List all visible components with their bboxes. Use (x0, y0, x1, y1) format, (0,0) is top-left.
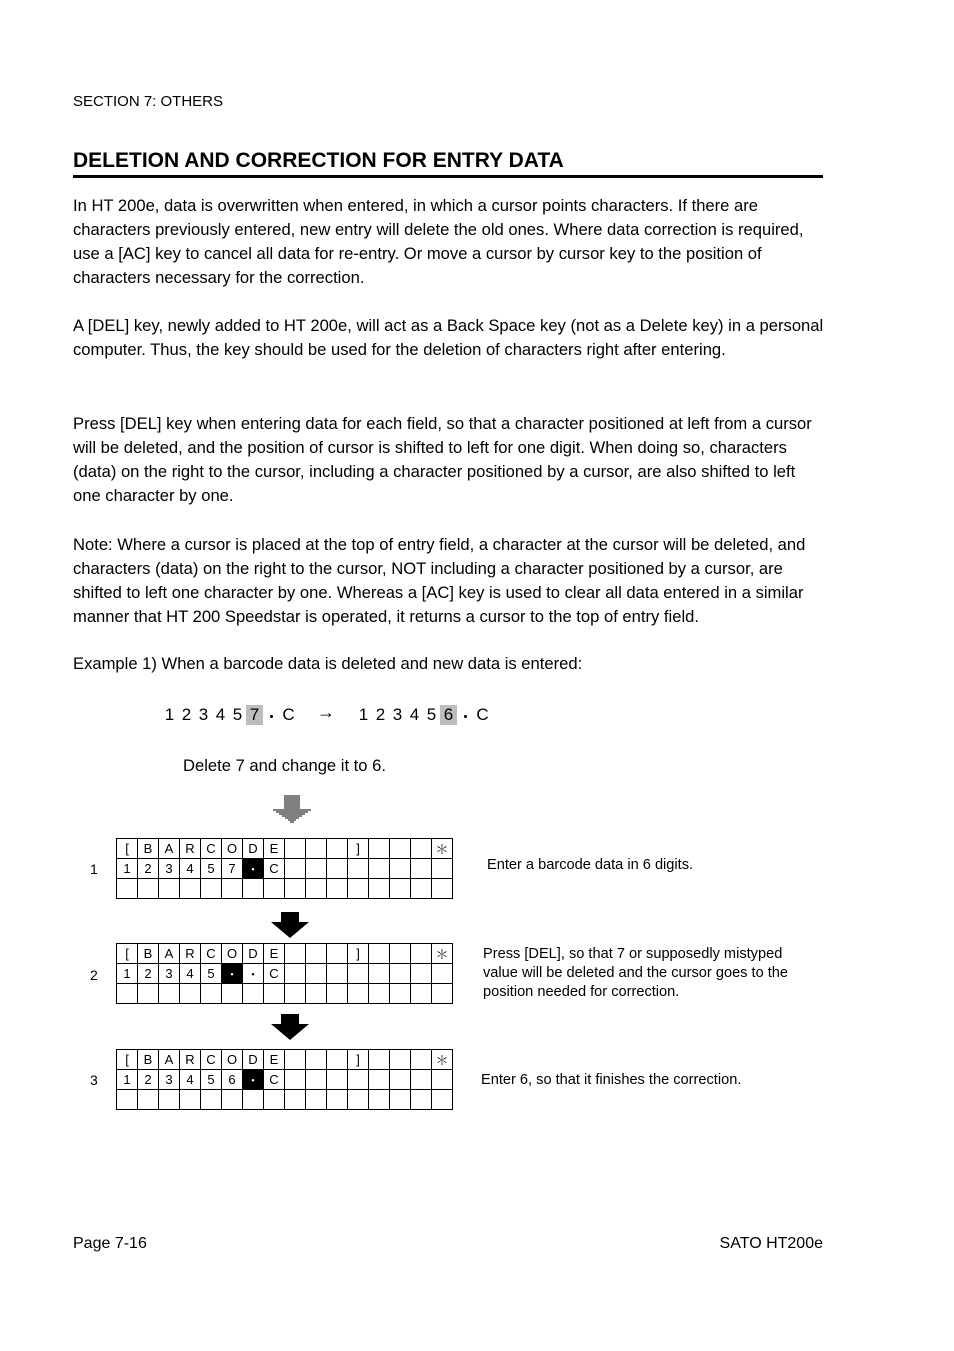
page-title: DELETION AND CORRECTION FOR ENTRY DATA (73, 149, 823, 178)
lcd-cell: C (264, 859, 285, 879)
lcd-cell (222, 879, 243, 899)
sequence-char: 3 (198, 705, 209, 724)
lcd-cell (348, 964, 369, 984)
lcd-cell (222, 1090, 243, 1110)
lcd-cell: ] (348, 839, 369, 859)
lcd-cell (390, 1050, 411, 1070)
lcd-cell (138, 984, 159, 1004)
lcd-cell: R (180, 944, 201, 964)
lcd-cell: [ (117, 944, 138, 964)
lcd-row (117, 944, 453, 964)
lcd-cell: 6 (222, 1070, 243, 1090)
lcd-cell (369, 1050, 390, 1070)
lcd-cell (411, 964, 432, 984)
lcd-cell: 4 (180, 1070, 201, 1090)
lcd-cell (264, 1090, 285, 1110)
lcd-cell: C (201, 944, 222, 964)
sequence-char: 3 (392, 705, 403, 724)
lcd-cell (369, 1090, 390, 1110)
lcd-cell (243, 1090, 264, 1110)
step-description-3: Enter 6, so that it finishes the correction. (481, 1072, 742, 1088)
lcd-cell (243, 879, 264, 899)
lcd-cell: 4 (180, 964, 201, 984)
page-number: Page 7-16 (73, 1235, 147, 1252)
down-arrow-icon (270, 912, 310, 938)
lcd-cell (306, 879, 327, 899)
lcd-cell: 2 (138, 964, 159, 984)
lcd-cell (390, 879, 411, 899)
lcd-cell (327, 1070, 348, 1090)
lcd-cell (327, 839, 348, 859)
sequence-char: 5 (426, 705, 437, 724)
right-arrow-icon: → (317, 702, 335, 722)
paragraph-overwrite: In HT 200e, data is overwritten when entered, in which a cursor points characters. If there are characters previously entered, new entry will delete the old ones. Where data correction is required, use a [AC] key to cancel all data for re-entry. Or move a cursor by cursor key to the position of characters necessary for the correction. (73, 196, 804, 287)
lcd-cell (306, 944, 327, 964)
lcd-cursor-cell: ・ (243, 1070, 264, 1090)
step-number-1: 1 (90, 861, 98, 877)
lcd-cell: 1 (117, 859, 138, 879)
lcd-cell (432, 984, 453, 1004)
lcd-cell: ] (348, 944, 369, 964)
lcd-cell: 4 (180, 859, 201, 879)
lcd-cell (327, 964, 348, 984)
sequence-char: 2 (375, 705, 386, 724)
lcd-cell (285, 1090, 306, 1110)
lcd-cell (159, 879, 180, 899)
lcd-row (117, 1090, 453, 1110)
lcd-cell (369, 1070, 390, 1090)
step-number-3: 3 (90, 1072, 98, 1088)
lcd-cell: D (243, 839, 264, 859)
lcd-cell (138, 1090, 159, 1110)
lcd-cell (306, 1090, 327, 1110)
lcd-cell (348, 859, 369, 879)
sequence-char: C (476, 705, 489, 724)
lcd-cell (306, 964, 327, 984)
lcd-cell (306, 984, 327, 1004)
lcd-cell: O (222, 1050, 243, 1070)
paragraph-note: Note: Where a cursor is placed at the top of entry field, a character at the cursor will be deleted, and characters (data) on the right to the cursor, NOT including a character positioned by a cursor, are shifted to left one character by one. Whereas a [AC] key is used to clear all data entered in a similar manner that HT 200 Speedstar is operated, it returns a cursor to the top of entry field. (73, 535, 806, 626)
lcd-cell (285, 839, 306, 859)
lcd-cell (411, 944, 432, 964)
lcd-cell: 7 (222, 859, 243, 879)
lcd-cell: 3 (159, 859, 180, 879)
lcd-cell (411, 1050, 432, 1070)
lcd-cell: 2 (138, 859, 159, 879)
lcd-cell (369, 859, 390, 879)
lcd-cell (117, 984, 138, 1004)
lcd-cell (390, 964, 411, 984)
lcd-screen-step-2 (116, 943, 453, 1004)
lcd-row (117, 879, 453, 899)
section-label: SECTION 7: OTHERS (73, 93, 224, 110)
lcd-cell: C (201, 1050, 222, 1070)
lcd-cell (390, 859, 411, 879)
sequence-char: C (282, 705, 295, 724)
lcd-screen-step-3 (116, 1049, 453, 1110)
lcd-cell (390, 1090, 411, 1110)
lcd-cell (411, 839, 432, 859)
lcd-cell: C (264, 1070, 285, 1090)
lcd-cell (348, 1070, 369, 1090)
lcd-cell (390, 1070, 411, 1090)
lcd-cell (432, 964, 453, 984)
lcd-cell (369, 964, 390, 984)
sequence-after (355, 702, 491, 728)
lcd-cell (159, 1090, 180, 1110)
paragraph-del-usage: Press [DEL] key when entering data for each field, so that a character positioned at left from a cursor will be deleted, and the position of cursor is shifted to left for one digit. When doing so, characters (data) on the right to the cursor, including a character positioned by a cursor, are also shifted to left one character by one. (73, 414, 812, 505)
lcd-cell: B (138, 1050, 159, 1070)
lcd-cell (411, 1090, 432, 1110)
lcd-cell: 3 (159, 964, 180, 984)
lcd-cell: ・ (243, 964, 264, 984)
sequence-char: 4 (215, 705, 226, 724)
lcd-cell (201, 984, 222, 1004)
lcd-cell (201, 1090, 222, 1110)
lcd-cell (327, 1090, 348, 1110)
lcd-cell (411, 879, 432, 899)
lcd-cell (348, 879, 369, 899)
lcd-cell (264, 879, 285, 899)
lcd-cell (138, 879, 159, 899)
lcd-cell (117, 1090, 138, 1110)
lcd-cell (327, 984, 348, 1004)
lcd-cell (369, 839, 390, 859)
lcd-cell (264, 984, 285, 1004)
lcd-cell: A (159, 839, 180, 859)
lcd-cell (285, 1070, 306, 1090)
lcd-cell: A (159, 1050, 180, 1070)
lcd-cell: ＊ (432, 1050, 453, 1070)
lcd-cursor-cell: ・ (222, 964, 243, 984)
lcd-cell (285, 944, 306, 964)
sequence-char: ・ (263, 707, 280, 727)
lcd-cell (390, 944, 411, 964)
sequence-char: 6 (440, 705, 457, 725)
lcd-cell (348, 984, 369, 1004)
product-name: SATO HT200e (719, 1235, 823, 1252)
sequence-char: 1 (358, 705, 369, 724)
sequence-char: 2 (181, 705, 192, 724)
step-description-2: Press [DEL], so that 7 or supposedly mistyped value will be deleted and the cursor goes to the position needed for correction. (483, 946, 789, 1000)
lcd-cell (180, 984, 201, 1004)
lcd-cell (306, 1050, 327, 1070)
sequence-char: ・ (457, 707, 474, 727)
lcd-cell (222, 984, 243, 1004)
lcd-cell (180, 1090, 201, 1110)
lcd-screen-step-1 (116, 838, 453, 899)
lcd-cell (432, 1090, 453, 1110)
lcd-cell (327, 944, 348, 964)
lcd-cell (306, 859, 327, 879)
lcd-cell (411, 859, 432, 879)
lcd-cell (201, 879, 222, 899)
lcd-cell (390, 839, 411, 859)
lcd-cell (117, 879, 138, 899)
lcd-cell (432, 859, 453, 879)
lcd-cell: D (243, 944, 264, 964)
lcd-cell: O (222, 839, 243, 859)
lcd-cell (285, 984, 306, 1004)
step-description-1: Enter a barcode data in 6 digits. (487, 857, 694, 873)
lcd-cell: [ (117, 839, 138, 859)
lcd-cursor-cell: ・ (243, 859, 264, 879)
delete-note: Delete 7 and change it to 6. (183, 756, 386, 775)
lcd-row (117, 964, 453, 984)
lcd-cell: ] (348, 1050, 369, 1070)
lcd-cell: 5 (201, 964, 222, 984)
down-arrow-icon (270, 1014, 310, 1040)
lcd-row (117, 859, 453, 879)
lcd-row (117, 1050, 453, 1070)
lcd-cell: C (201, 839, 222, 859)
lcd-cell: B (138, 839, 159, 859)
lcd-cell (390, 984, 411, 1004)
lcd-cell (285, 1050, 306, 1070)
lcd-cell (306, 1070, 327, 1090)
lcd-cell (411, 984, 432, 1004)
sequence-before (161, 702, 297, 728)
lcd-cell (369, 984, 390, 1004)
lcd-cell (285, 964, 306, 984)
lcd-cell (159, 984, 180, 1004)
lcd-cell: C (264, 964, 285, 984)
lcd-cell (180, 879, 201, 899)
lcd-cell: ＊ (432, 944, 453, 964)
sequence-char: 4 (409, 705, 420, 724)
lcd-cell: E (264, 944, 285, 964)
lcd-row (117, 984, 453, 1004)
lcd-cell: 5 (201, 859, 222, 879)
lcd-cell (411, 1070, 432, 1090)
lcd-cell: E (264, 839, 285, 859)
lcd-cell (327, 859, 348, 879)
lcd-row (117, 839, 453, 859)
lcd-cell: B (138, 944, 159, 964)
lcd-cell (285, 879, 306, 899)
lcd-cell: 5 (201, 1070, 222, 1090)
sequence-char: 7 (246, 705, 263, 725)
lcd-cell: [ (117, 1050, 138, 1070)
lcd-cell (432, 879, 453, 899)
lcd-cell (432, 1070, 453, 1090)
lcd-cell: A (159, 944, 180, 964)
lcd-cell (327, 1050, 348, 1070)
lcd-cell (243, 984, 264, 1004)
lcd-row (117, 1070, 453, 1090)
lcd-cell: D (243, 1050, 264, 1070)
down-arrow-striped-icon (271, 794, 313, 826)
lcd-cell (369, 879, 390, 899)
lcd-cell (306, 839, 327, 859)
lcd-cell: R (180, 1050, 201, 1070)
lcd-cell: ＊ (432, 839, 453, 859)
paragraph-del-key: A [DEL] key, newly added to HT 200e, will act as a Back Space key (not as a Delete key) in a personal computer. Thus, the key should be used for the deletion of characters right after entering. (73, 316, 824, 359)
lcd-cell: 2 (138, 1070, 159, 1090)
lcd-cell: O (222, 944, 243, 964)
sequence-char: 1 (164, 705, 175, 724)
step-number-2: 2 (90, 967, 98, 983)
lcd-cell: 3 (159, 1070, 180, 1090)
example-intro: Example 1) When a barcode data is deleted and new data is entered: (73, 654, 583, 673)
lcd-cell (327, 879, 348, 899)
lcd-cell: 1 (117, 964, 138, 984)
lcd-cell (369, 944, 390, 964)
lcd-cell: E (264, 1050, 285, 1070)
lcd-cell: 1 (117, 1070, 138, 1090)
sequence-char: 5 (232, 705, 243, 724)
lcd-cell (348, 1090, 369, 1110)
lcd-cell: R (180, 839, 201, 859)
lcd-cell (285, 859, 306, 879)
